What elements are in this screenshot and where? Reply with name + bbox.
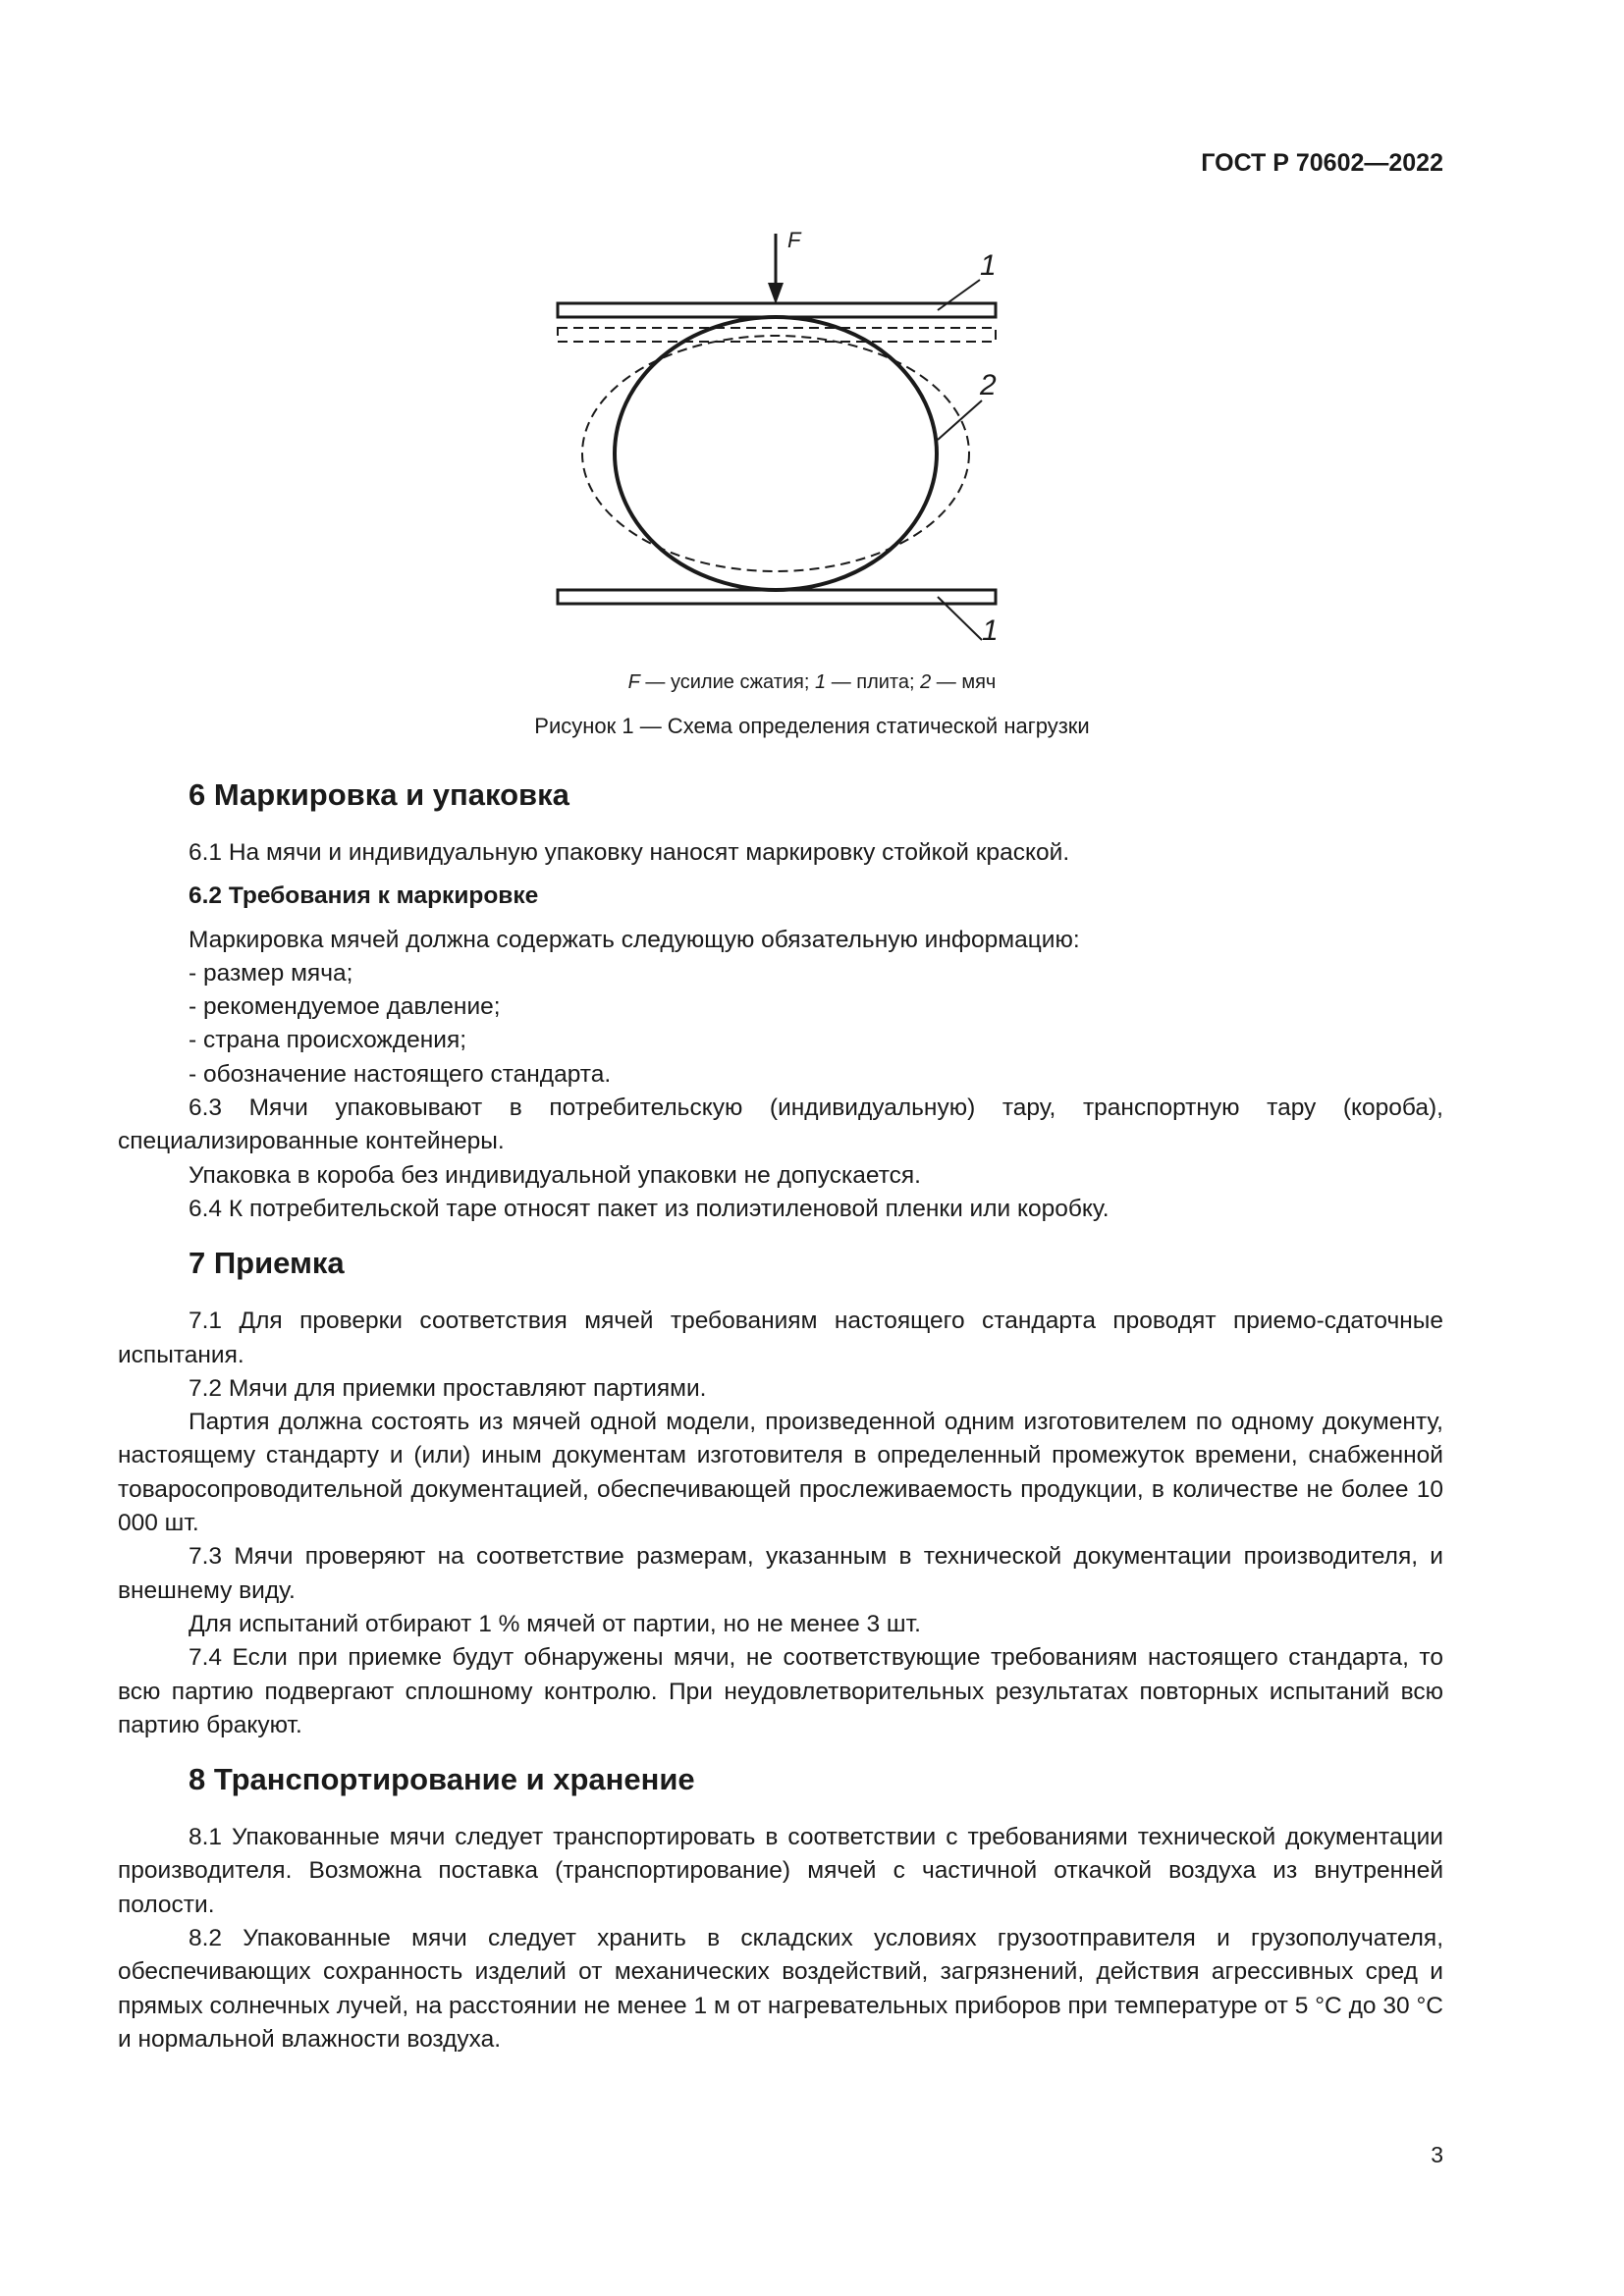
paragraph-7-3: 7.3 Мячи проверяют на соответствие размерам, указанным в технической документации производителя, и внешнему виду. xyxy=(118,1543,1443,1604)
paragraph-8-1: 8.1 Упакованные мячи следует транспортировать в соответствии с требованиями технической документации производителя. Возможна поставка (транспортирование) мячей с частичной откачкой воздуха из внутренней полости. xyxy=(118,1824,1443,1918)
paragraph-6-1: 6.1 На мячи и индивидуальную упаковку наносят маркировку стойкой краской. xyxy=(189,839,1070,866)
marking-item: - обозначение настоящего стандарта. xyxy=(189,1060,612,1088)
marking-intro: Маркировка мячей должна содержать следующую обязательную информацию: xyxy=(189,926,1080,953)
leader-plate-top xyxy=(938,280,980,310)
paragraph-6-3-note: Упаковка в короба без индивидуальной упаковки не допускается. xyxy=(189,1161,921,1189)
paragraph-7-2-batch: Партия должна состоять из мячей одной модели, произведенной одним изготовителем по одному документу, настоящему стандарту и (или) иным документам изготовителя в определенный промежуток времени, снабженной товаросопроводительной документацией, обеспечивающей прослеживаемость продукции, в количестве не более 10 000 шт. xyxy=(118,1409,1443,1537)
document-code: ГОСТ Р 70602—2022 xyxy=(1201,149,1443,177)
static-load-diagram xyxy=(540,226,1011,658)
document-body xyxy=(118,775,1443,2056)
paragraph-7-2: 7.2 Мячи для приемки проставляют партиями. xyxy=(189,1374,707,1402)
section-8-heading: 8 Транспортирование и хранение xyxy=(189,1762,695,1797)
top-plate-dashed xyxy=(558,328,996,342)
marking-item: - размер мяча; xyxy=(189,959,353,987)
page-number: 3 xyxy=(1431,2142,1443,2167)
paragraph-7-3-sample: Для испытаний отбирают 1 % мячей от партии, но не менее 3 шт. xyxy=(189,1610,921,1637)
force-arrow-head xyxy=(768,283,784,304)
section-6-heading: 6 Маркировка и упаковка xyxy=(189,777,569,812)
ball-dashed xyxy=(582,336,969,571)
label-plate-top: 1 xyxy=(980,249,997,282)
paragraph-8-2: 8.2 Упакованные мячи следует хранить в складских условиях грузоотправителя и грузополучателя, обеспечивающих сохранность изделий от механических воздействий, загрязнений, действия агрессивных сред и прямых солнечных лучей, на расстоянии не менее 1 м от нагревательных приборов при температуре от 5 °С до 30 °С и нормальной влажности воздуха. xyxy=(118,1925,1443,2053)
paragraph-7-1: 7.1 Для проверки соответствия мячей требованиям настоящего стандарта проводят приемо-сдаточные испытания. xyxy=(118,1308,1443,1368)
legend-f-text: — усилие сжатия; xyxy=(639,671,816,693)
marking-item: - рекомендуемое давление; xyxy=(189,993,501,1021)
figure-legend xyxy=(0,671,1624,694)
paragraph-6-3: 6.3 Мячи упаковывают в потребительскую (индивидуальную) тару, транспортную тару (короба), специализированные контейнеры. xyxy=(118,1095,1443,1155)
legend-one-symbol: 1 xyxy=(815,671,827,693)
legend-f-symbol: F xyxy=(627,671,640,693)
top-plate xyxy=(558,303,996,317)
label-f: F xyxy=(787,228,801,252)
subsection-6-2-heading: 6.2 Требования к маркировке xyxy=(189,882,539,910)
legend-two-text: — мяч xyxy=(931,671,997,693)
bottom-plate xyxy=(558,590,996,604)
label-ball: 2 xyxy=(980,369,997,401)
legend-one-text: — плита; xyxy=(826,671,921,693)
leader-ball xyxy=(938,400,982,440)
section-7-heading: 7 Приемка xyxy=(189,1246,345,1281)
legend-two-symbol: 2 xyxy=(920,671,932,693)
label-plate-bottom: 1 xyxy=(982,614,999,647)
figure-caption: Рисунок 1 — Схема определения статической нагрузки xyxy=(534,714,1090,738)
ball xyxy=(615,317,937,590)
paragraph-7-4: 7.4 Если при приемке будут обнаружены мячи, не соответствующие требованиям настоящего стандарта, то всю партию подвергают сплошному контролю. При неудовлетворительных результатах повторных испытаний всю партию бракуют. xyxy=(118,1644,1443,1738)
marking-item: - страна происхождения; xyxy=(189,1027,467,1054)
paragraph-6-4: 6.4 К потребительской таре относят пакет из полиэтиленовой пленки или коробку. xyxy=(189,1195,1110,1222)
